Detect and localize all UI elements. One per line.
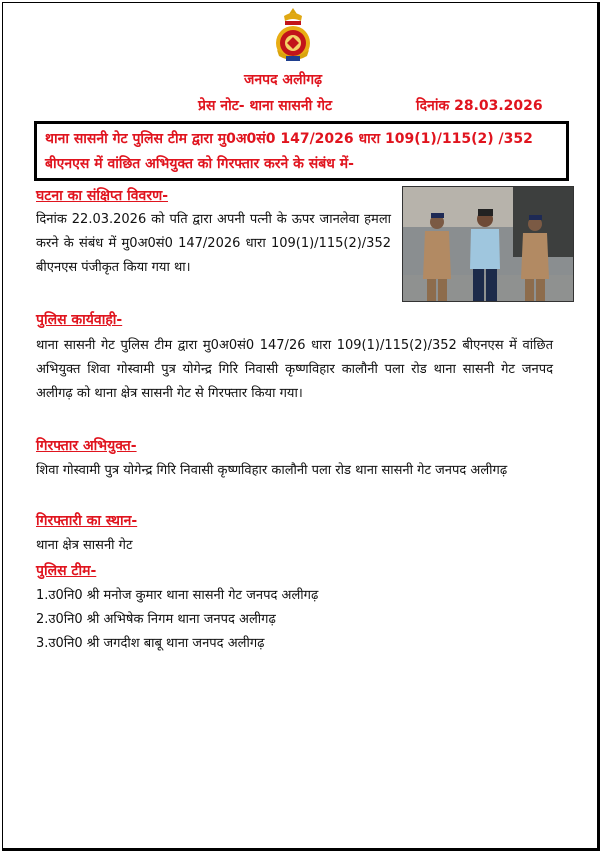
district-name: जनपद अलीगढ़: [244, 72, 322, 88]
place-heading: गिरफ्तारी का स्थान-: [36, 513, 138, 529]
accused-text: शिवा गोस्वामी पुत्र योगेन्द्र गिरि निवासी कृष्णविहार कालौनी पला रोड थाना सासनी गेट जनपद अलीगढ़: [36, 463, 508, 478]
list-item: 2.उ0नि0 श्री अभिषेक निगम थाना जनपद अलीगढ़: [36, 612, 276, 627]
team-list: [36, 584, 556, 656]
incident-text: दिनांक 22.03.2026 को पति द्वारा अपनी पत्नी के ऊपर जानलेवा हमला करने के संबंध में मु0अ0सं0 147/2026 धारा 109(1)/115(2)/352 बीएनएस पंजीकृत किया गया था।: [36, 212, 391, 275]
team-heading: पुलिस टीम-: [36, 563, 97, 579]
action-heading: पुलिस कार्यवाही-: [36, 312, 123, 328]
incident-heading: घटना का संक्षिप्त विवरण-: [36, 188, 168, 204]
action-text: थाना सासनी गेट पुलिस टीम द्वारा मु0अ0सं0 147/26 धारा 109(1)/115(2)/352 बीएनएस में वांछित अभियुक्त शिवा गोस्वामी पुत्र योगेन्द्र गिरि निवासी कृष्णविहार कालौनी पला रोड थाना सासनी गेट जनपद अलीगढ़ को थाना क्षेत्र सासनी गेट से गिरफ्तार किया गया।: [36, 338, 553, 401]
accused-heading: गिरफ्तार अभियुक्त-: [36, 438, 137, 454]
headline-box: थाना सासनी गेट पुलिस टीम द्वारा मु0अ0सं0 147/2026 धारा 109(1)/115(2) /352 बीएनएस में वांछित अभियुक्त को गिरफ्तार करने के संबंध में-: [34, 121, 569, 181]
list-item: 3.उ0नि0 श्री जगदीश बाबू थाना जनपद अलीगढ़: [36, 636, 265, 651]
place-text: थाना क्षेत्र सासनी गेट: [36, 538, 133, 553]
press-note-title: प्रेस नोट- थाना सासनी गेट: [198, 98, 333, 114]
list-item: 1.उ0नि0 श्री मनोज कुमार थाना सासनी गेट जनपद अलीगढ़: [36, 588, 319, 603]
up-police-emblem-icon: [268, 6, 318, 64]
arrest-photo-icon: [402, 186, 574, 302]
press-note-date: दिनांक 28.03.2026: [416, 98, 543, 114]
